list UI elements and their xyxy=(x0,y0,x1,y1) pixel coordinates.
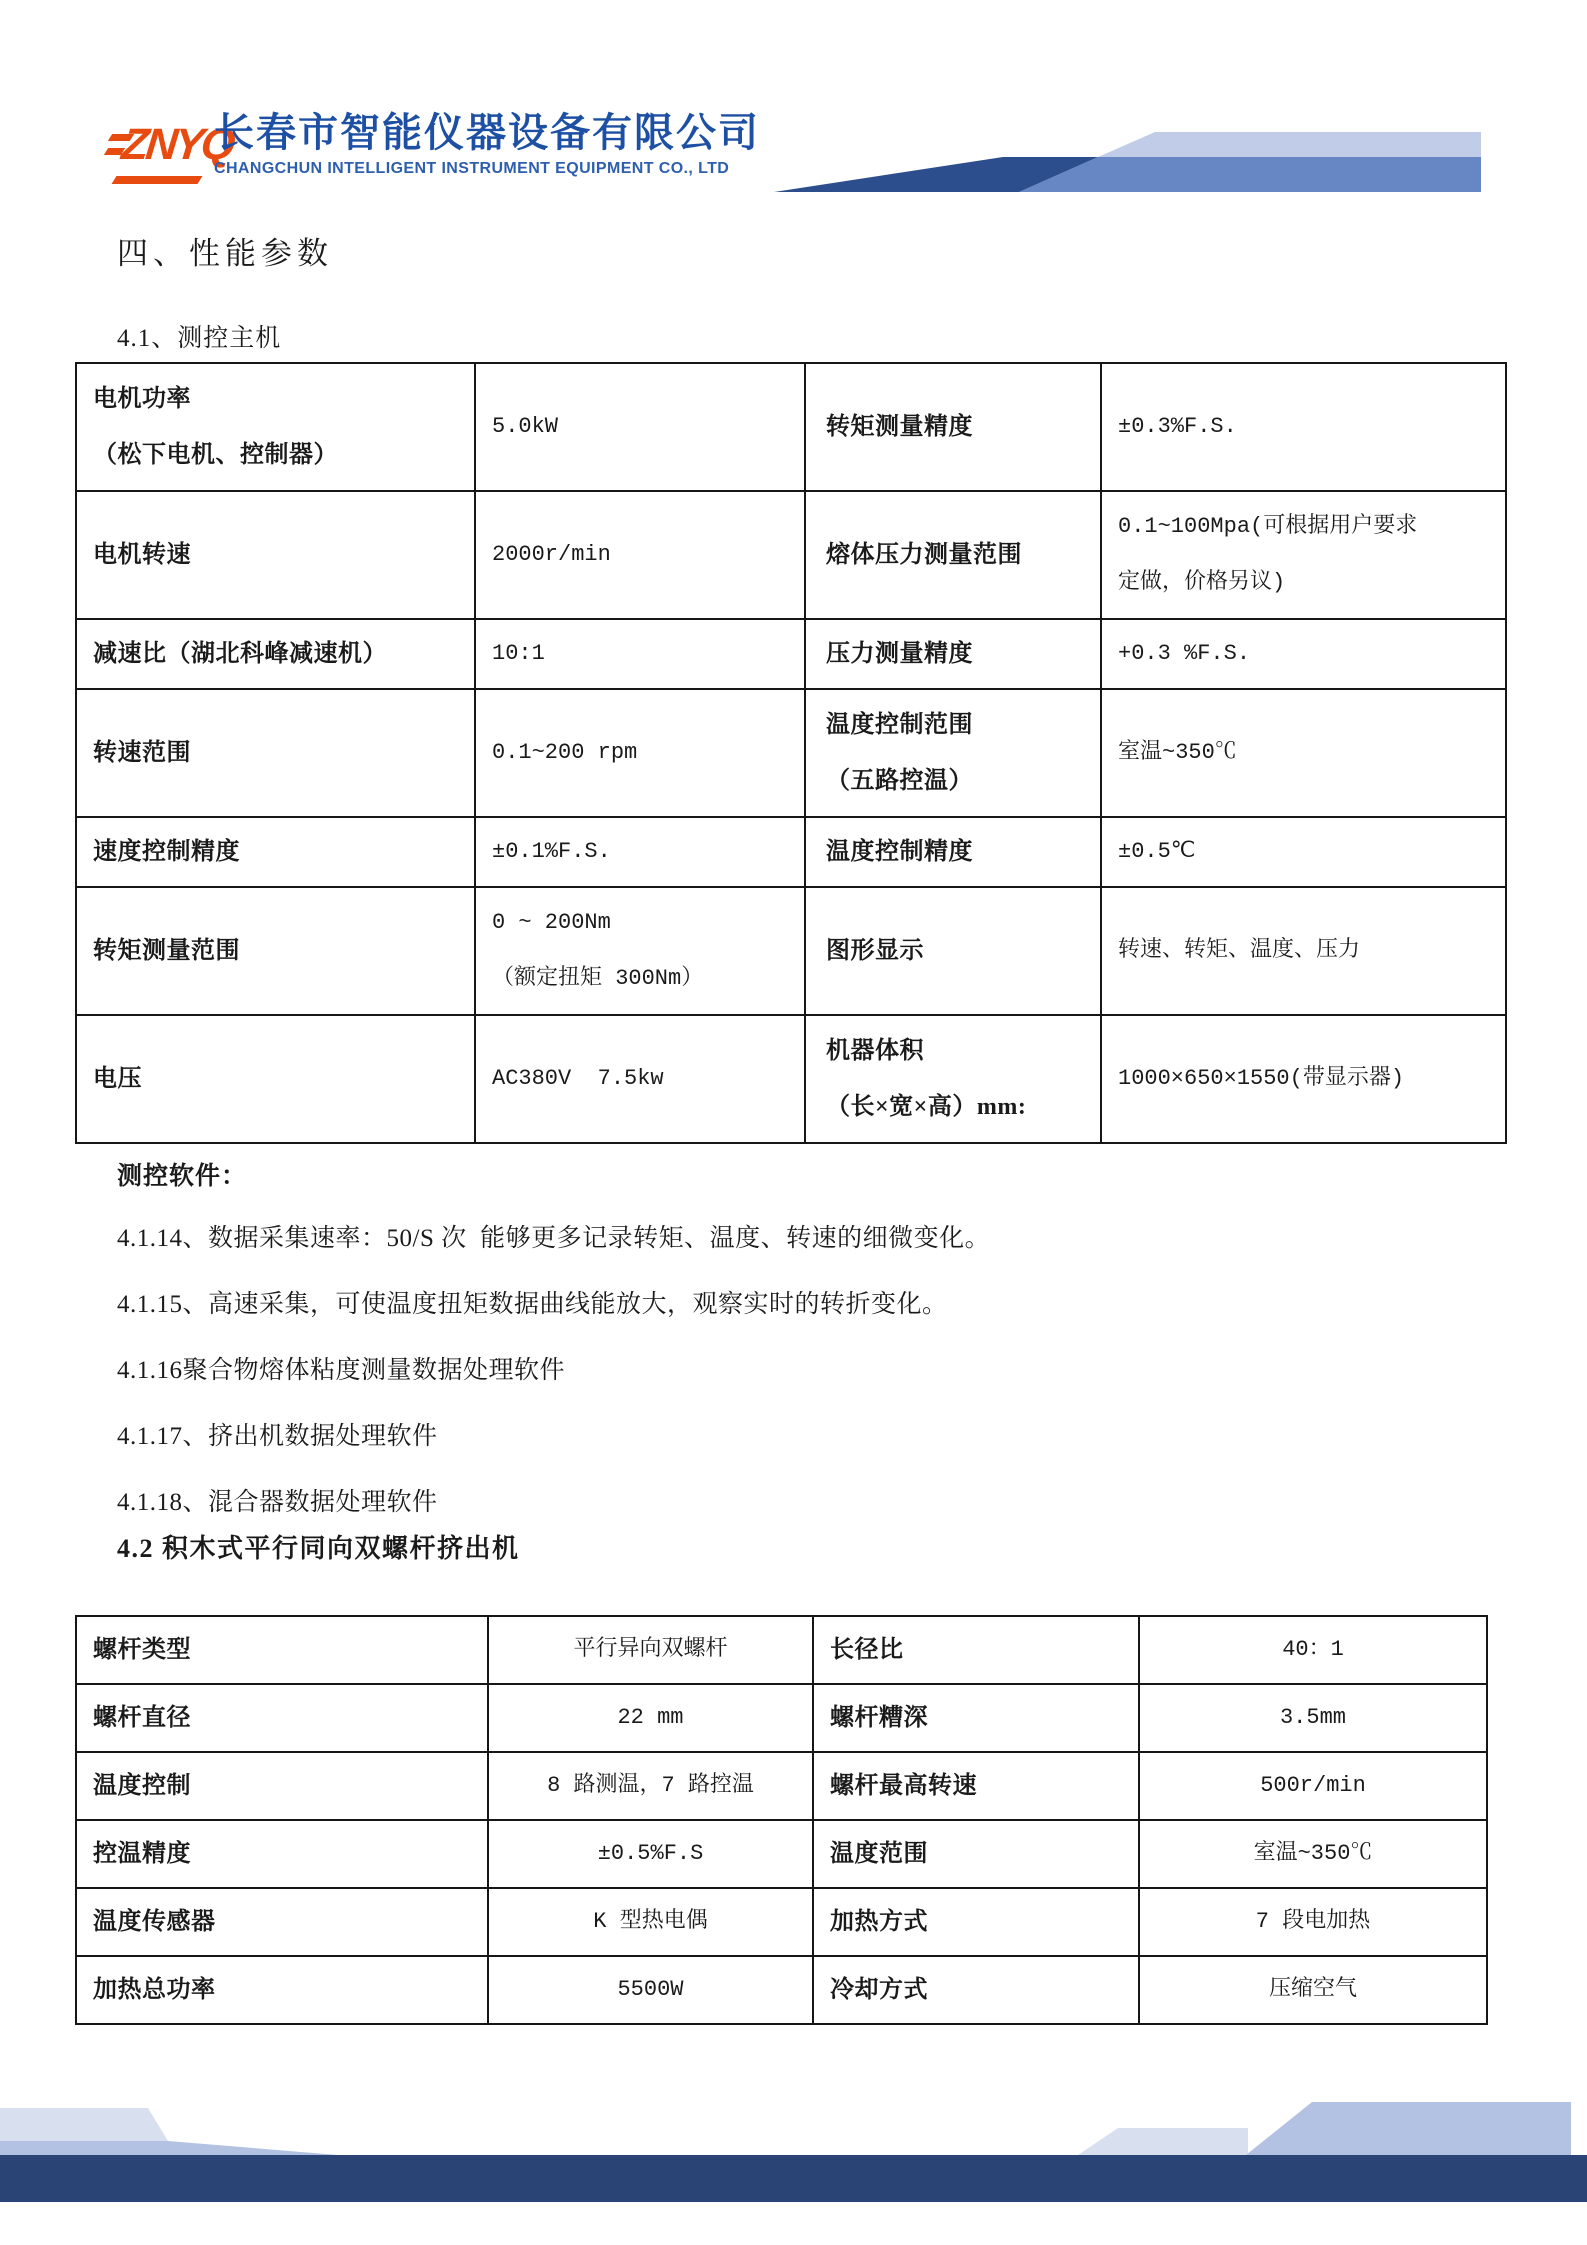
spec-label-text: 转矩测量范围 xyxy=(93,938,240,964)
spec-label-cell xyxy=(76,887,475,1015)
banner-mid-band xyxy=(1019,157,1481,192)
spec-value-text: 转速、转矩、温度、压力 xyxy=(1118,938,1361,963)
table-row xyxy=(76,1888,1487,1956)
spec-label-cell xyxy=(76,619,475,689)
spec-label-cell xyxy=(805,689,1101,817)
table-row xyxy=(76,1015,1506,1143)
spec-value-text: K 型热电偶 xyxy=(593,1909,708,1934)
spec-label-cell xyxy=(813,1888,1139,1956)
spec-table-extruder xyxy=(75,1615,1488,2025)
spec-value-cell xyxy=(488,1752,813,1820)
spec-label-cell xyxy=(813,1820,1139,1888)
subsection-41-title: 4.1、测控主机 xyxy=(117,325,282,352)
spec-value-text: ±0.3%F.S. xyxy=(1118,414,1237,439)
software-section-title: 测控软件： xyxy=(117,1163,248,1190)
spec-value-cell xyxy=(1139,1616,1487,1684)
spec-label-cell xyxy=(76,363,475,491)
footer-left-lighter-shape xyxy=(0,2108,168,2141)
spec-label-text: 机器体积 xyxy=(826,1038,924,1064)
spec-label-text: 加热方式 xyxy=(830,1909,928,1935)
spec-value-text: ±0.1%F.S. xyxy=(492,839,611,864)
footer-left-light-shape xyxy=(0,2141,338,2155)
spec-label-text: 电机功率 xyxy=(93,386,191,412)
spec-label-text: （五路控温） xyxy=(826,768,973,794)
logo-underline-icon xyxy=(112,176,203,184)
spec-value-cell xyxy=(1101,619,1506,689)
spec-value-text: +0.3 %F.S. xyxy=(1118,641,1251,666)
spec-label-cell xyxy=(813,1752,1139,1820)
spec-label-cell xyxy=(805,363,1101,491)
logo-text: ZNYQ xyxy=(119,120,235,169)
spec-label-text: 加热总功率 xyxy=(93,1977,216,2003)
spec-label-text: 减速比（湖北科峰减速机） xyxy=(93,641,387,667)
spec-label-text: 温度控制范围 xyxy=(826,712,973,738)
spec-value-text: 室温~350℃ xyxy=(1253,1841,1373,1866)
table-row xyxy=(76,491,1506,619)
software-feature-item: 4.1.14、数据采集速率：50/S 次 能够更多记录转矩、温度、转速的细微变化。 xyxy=(117,1225,991,1252)
spec-value-cell xyxy=(1139,1956,1487,2024)
spec-label-text: 温度传感器 xyxy=(93,1909,216,1935)
spec-label-cell xyxy=(813,1616,1139,1684)
spec-value-text: 7 段电加热 xyxy=(1255,1909,1371,1934)
spec-value-cell xyxy=(1101,491,1506,619)
spec-value-cell xyxy=(1101,363,1506,491)
spec-label-text: 温度控制 xyxy=(93,1773,191,1799)
spec-value-cell xyxy=(488,1888,813,1956)
spec-value-cell xyxy=(475,887,805,1015)
spec-label-text: 转速范围 xyxy=(93,740,191,766)
table-row xyxy=(76,887,1506,1015)
spec-value-cell xyxy=(1139,1820,1487,1888)
section-title: 四、性能参数 xyxy=(117,236,333,271)
spec-label-text: 速度控制精度 xyxy=(93,839,240,865)
table-row xyxy=(76,363,1506,491)
footer-graphic xyxy=(0,2077,1587,2222)
spec-value-text: AC380V 7.5kw xyxy=(492,1066,664,1091)
spec-label-cell xyxy=(805,491,1101,619)
spec-label-text: 电压 xyxy=(93,1066,142,1092)
company-name-en: CHANGCHUN INTELLIGENT INSTRUMENT EQUIPMENT CO., LTD xyxy=(214,160,730,177)
banner-light-band xyxy=(1098,132,1481,157)
spec-value-cell xyxy=(1101,689,1506,817)
spec-label-cell xyxy=(805,619,1101,689)
spec-label-text: 温度范围 xyxy=(830,1841,928,1867)
spec-label-cell xyxy=(76,1820,488,1888)
spec-label-cell xyxy=(813,1684,1139,1752)
spec-value-cell xyxy=(475,491,805,619)
software-feature-item: 4.1.15、高速采集，可使温度扭矩数据曲线能放大，观察实时的转折变化。 xyxy=(117,1291,948,1318)
company-name-cn: 长春市智能仪器设备有限公司 xyxy=(214,111,760,155)
spec-value-cell xyxy=(475,619,805,689)
spec-value-text: 40：1 xyxy=(1282,1637,1344,1662)
header-banner-graphic xyxy=(763,130,1481,194)
spec-value-cell xyxy=(488,1956,813,2024)
spec-value-cell xyxy=(1139,1684,1487,1752)
spec-value-cell xyxy=(1101,887,1506,1015)
spec-value-text: ±0.5℃ xyxy=(1118,839,1196,864)
spec-label-cell xyxy=(76,1684,488,1752)
spec-label-cell xyxy=(76,1616,488,1684)
table-row xyxy=(76,1956,1487,2024)
spec-value-cell xyxy=(1101,1015,1506,1143)
table-row xyxy=(76,1820,1487,1888)
table-row xyxy=(76,619,1506,689)
table-row xyxy=(76,689,1506,817)
spec-value-cell xyxy=(488,1684,813,1752)
spec-value-text: ±0.5%F.S xyxy=(597,1841,704,1866)
table-row xyxy=(76,1752,1487,1820)
spec-label-text: （长×宽×高）mm: xyxy=(826,1094,1027,1120)
spec-value-text: 8 路测温，7 路控温 xyxy=(547,1773,754,1798)
table-row xyxy=(76,817,1506,887)
spec-label-cell xyxy=(813,1956,1139,2024)
spec-value-cell xyxy=(1139,1888,1487,1956)
footer-right-light-shape xyxy=(1246,2102,1571,2155)
spec-value-text: 压缩空气 xyxy=(1268,1977,1357,2002)
spec-value-cell xyxy=(488,1820,813,1888)
spec-value-text: （额定扭矩 300Nm） xyxy=(492,966,704,991)
spec-label-cell xyxy=(805,817,1101,887)
spec-value-text: 5500W xyxy=(617,1977,684,2002)
footer-dark-band xyxy=(0,2155,1587,2202)
software-feature-item: 4.1.16聚合物熔体粘度测量数据处理软件 xyxy=(117,1357,566,1384)
spec-label-cell xyxy=(76,817,475,887)
software-feature-item: 4.1.17、挤出机数据处理软件 xyxy=(117,1423,438,1450)
spec-value-text: 22 mm xyxy=(617,1705,684,1730)
spec-label-text: 电机转速 xyxy=(93,542,191,568)
spec-value-text: 1000×650×1550(带显示器) xyxy=(1118,1066,1405,1091)
spec-value-text: 0.1~100Mpa(可根据用户要求 xyxy=(1118,514,1418,539)
spec-value-cell xyxy=(488,1616,813,1684)
spec-label-cell xyxy=(76,1956,488,2024)
spec-label-text: 控温精度 xyxy=(93,1841,191,1867)
spec-label-text: 熔体压力测量范围 xyxy=(826,542,1022,568)
footer-right-lighter-shape xyxy=(1078,2128,1248,2155)
spec-value-text: 2000r/min xyxy=(492,542,611,567)
spec-value-text: 5.0kW xyxy=(492,414,559,439)
spec-value-cell xyxy=(475,363,805,491)
spec-label-cell xyxy=(76,1752,488,1820)
spec-label-text: 温度控制精度 xyxy=(826,839,973,865)
spec-value-text: 定做，价格另议) xyxy=(1118,570,1286,595)
spec-value-text: 500r/min xyxy=(1260,1773,1366,1798)
software-feature-item: 4.1.18、混合器数据处理软件 xyxy=(117,1489,438,1516)
spec-table-main xyxy=(75,362,1507,1144)
spec-value-text: 10:1 xyxy=(492,641,545,666)
table-row xyxy=(76,1684,1487,1752)
spec-label-text: （松下电机、控制器） xyxy=(93,442,338,468)
spec-value-text: 0 ~ 200Nm xyxy=(492,910,611,935)
spec-value-text: 平行异向双螺杆 xyxy=(573,1637,728,1662)
spec-label-cell xyxy=(76,689,475,817)
subsection-42-title: 4.2 积木式平行同向双螺杆挤出机 xyxy=(117,1534,520,1563)
spec-label-cell xyxy=(76,1015,475,1143)
spec-label-cell xyxy=(76,1888,488,1956)
spec-label-text: 转矩测量精度 xyxy=(826,414,973,440)
spec-label-text: 长径比 xyxy=(830,1637,904,1663)
spec-label-cell xyxy=(805,887,1101,1015)
spec-value-cell xyxy=(475,1015,805,1143)
spec-value-text: 3.5mm xyxy=(1279,1705,1346,1730)
spec-value-text: 0.1~200 rpm xyxy=(492,740,638,765)
spec-label-text: 压力测量精度 xyxy=(826,641,973,667)
spec-label-cell xyxy=(805,1015,1101,1143)
spec-label-text: 螺杆糟深 xyxy=(830,1705,928,1731)
spec-value-cell xyxy=(475,817,805,887)
software-feature-list xyxy=(117,1206,990,1536)
spec-value-cell xyxy=(1139,1752,1487,1820)
spec-label-text: 冷却方式 xyxy=(830,1977,928,2003)
spec-label-cell xyxy=(76,491,475,619)
spec-label-text: 图形显示 xyxy=(826,938,924,964)
spec-label-text: 螺杆直径 xyxy=(93,1705,191,1731)
spec-value-text: 室温~350℃ xyxy=(1118,740,1237,765)
spec-label-text: 螺杆类型 xyxy=(93,1637,191,1663)
table-row xyxy=(76,1616,1487,1684)
company-logo xyxy=(110,118,235,192)
spec-label-text: 螺杆最高转速 xyxy=(830,1773,977,1799)
spec-value-cell xyxy=(1101,817,1506,887)
company-name-block xyxy=(214,110,760,178)
spec-value-cell xyxy=(475,689,805,817)
